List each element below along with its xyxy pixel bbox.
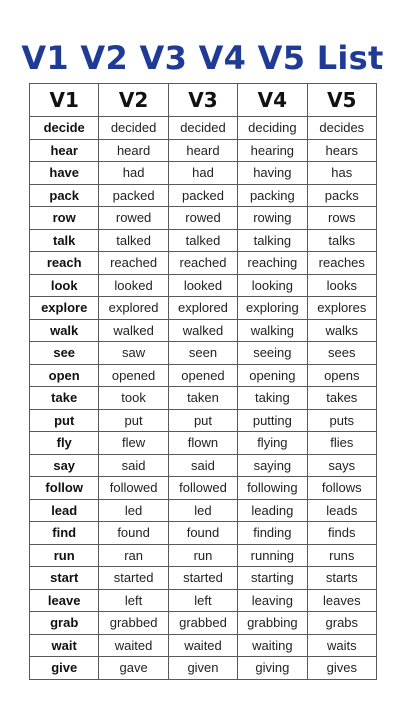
base-verb-cell: follow	[30, 477, 99, 500]
verb-form-cell: led	[168, 499, 237, 522]
base-verb-cell: explore	[30, 297, 99, 320]
verb-form-cell: puts	[307, 409, 376, 432]
verb-form-cell: had	[168, 162, 237, 185]
verb-form-cell: rowed	[99, 207, 168, 230]
verb-form-cell: heard	[168, 139, 237, 162]
base-verb-cell: start	[30, 567, 99, 590]
table-row	[30, 364, 377, 387]
table-row	[30, 499, 377, 522]
verb-form-cell: opened	[99, 364, 168, 387]
verb-form-cell: finds	[307, 522, 376, 545]
verb-form-cell: opens	[307, 364, 376, 387]
table-row	[30, 454, 377, 477]
verb-form-cell: opening	[238, 364, 307, 387]
verb-form-cell: giving	[238, 657, 307, 680]
verb-form-cell: reaching	[238, 252, 307, 275]
table-row	[30, 117, 377, 140]
verb-form-cell: looked	[99, 274, 168, 297]
table-row	[30, 589, 377, 612]
verb-form-cell: walking	[238, 319, 307, 342]
table-row	[30, 634, 377, 657]
verb-form-cell: waited	[168, 634, 237, 657]
verb-form-cell: packs	[307, 184, 376, 207]
verb-form-cell: run	[168, 544, 237, 567]
verb-form-cell: walks	[307, 319, 376, 342]
verb-form-cell: looking	[238, 274, 307, 297]
verb-form-cell: packing	[238, 184, 307, 207]
verb-form-cell: followed	[99, 477, 168, 500]
verb-form-cell: running	[238, 544, 307, 567]
verb-form-cell: flew	[99, 432, 168, 455]
table-row	[30, 207, 377, 230]
table-row	[30, 544, 377, 567]
verb-form-cell: left	[99, 589, 168, 612]
verb-form-cell: saw	[99, 342, 168, 365]
verb-form-cell: put	[168, 409, 237, 432]
verb-form-cell: said	[99, 454, 168, 477]
verb-form-cell: grabs	[307, 612, 376, 635]
column-header-v2: V2	[99, 84, 168, 117]
verb-form-cell: left	[168, 589, 237, 612]
verb-form-cell: finding	[238, 522, 307, 545]
verb-form-cell: hears	[307, 139, 376, 162]
table-row	[30, 274, 377, 297]
verb-form-cell: starting	[238, 567, 307, 590]
verb-form-cell: sees	[307, 342, 376, 365]
verb-form-cell: walked	[168, 319, 237, 342]
verb-form-cell: waiting	[238, 634, 307, 657]
verb-forms-table	[29, 83, 377, 680]
table-row	[30, 612, 377, 635]
verb-form-cell: reaches	[307, 252, 376, 275]
verb-form-cell: rowing	[238, 207, 307, 230]
verb-form-cell: grabbed	[168, 612, 237, 635]
verb-form-cell: putting	[238, 409, 307, 432]
verb-form-cell: saying	[238, 454, 307, 477]
verb-form-cell: heard	[99, 139, 168, 162]
column-header-v5: V5	[307, 84, 376, 117]
verb-form-cell: talked	[168, 229, 237, 252]
verb-form-cell: walked	[99, 319, 168, 342]
verb-form-cell: taking	[238, 387, 307, 410]
verb-form-cell: following	[238, 477, 307, 500]
base-verb-cell: talk	[30, 229, 99, 252]
verb-form-cell: hearing	[238, 139, 307, 162]
verb-form-cell: leads	[307, 499, 376, 522]
table-row	[30, 342, 377, 365]
verb-form-cell: led	[99, 499, 168, 522]
base-verb-cell: have	[30, 162, 99, 185]
base-verb-cell: walk	[30, 319, 99, 342]
verb-form-cell: followed	[168, 477, 237, 500]
verb-form-cell: leading	[238, 499, 307, 522]
table-row	[30, 567, 377, 590]
table-body	[30, 117, 377, 680]
verb-form-cell: packed	[99, 184, 168, 207]
verb-form-cell: taken	[168, 387, 237, 410]
verb-form-cell: waits	[307, 634, 376, 657]
base-verb-cell: wait	[30, 634, 99, 657]
base-verb-cell: take	[30, 387, 99, 410]
verb-form-cell: decided	[99, 117, 168, 140]
verb-form-cell: talked	[99, 229, 168, 252]
table-row	[30, 252, 377, 275]
table-row	[30, 297, 377, 320]
verb-form-cell: found	[168, 522, 237, 545]
verb-form-cell: explored	[168, 297, 237, 320]
verb-form-cell: leaves	[307, 589, 376, 612]
base-verb-cell: reach	[30, 252, 99, 275]
verb-form-cell: took	[99, 387, 168, 410]
verb-form-cell: has	[307, 162, 376, 185]
base-verb-cell: give	[30, 657, 99, 680]
verb-form-cell: talking	[238, 229, 307, 252]
table-header-row	[30, 84, 377, 117]
base-verb-cell: pack	[30, 184, 99, 207]
verb-form-cell: takes	[307, 387, 376, 410]
verb-form-cell: grabbing	[238, 612, 307, 635]
verb-form-cell: follows	[307, 477, 376, 500]
table-row	[30, 319, 377, 342]
base-verb-cell: fly	[30, 432, 99, 455]
base-verb-cell: decide	[30, 117, 99, 140]
table-row	[30, 432, 377, 455]
verb-form-cell: explored	[99, 297, 168, 320]
table-row	[30, 477, 377, 500]
verb-form-cell: decides	[307, 117, 376, 140]
base-verb-cell: put	[30, 409, 99, 432]
verb-form-cell: grabbed	[99, 612, 168, 635]
verb-form-cell: rows	[307, 207, 376, 230]
verb-form-cell: looked	[168, 274, 237, 297]
verb-form-cell: runs	[307, 544, 376, 567]
verb-form-cell: flies	[307, 432, 376, 455]
verb-form-cell: deciding	[238, 117, 307, 140]
verb-form-cell: seeing	[238, 342, 307, 365]
verb-form-cell: exploring	[238, 297, 307, 320]
verb-form-cell: put	[99, 409, 168, 432]
base-verb-cell: find	[30, 522, 99, 545]
verb-form-cell: said	[168, 454, 237, 477]
verb-form-cell: reached	[168, 252, 237, 275]
base-verb-cell: lead	[30, 499, 99, 522]
verb-form-cell: found	[99, 522, 168, 545]
verb-form-cell: flown	[168, 432, 237, 455]
column-header-v3: V3	[168, 84, 237, 117]
verb-form-cell: had	[99, 162, 168, 185]
base-verb-cell: open	[30, 364, 99, 387]
page-title: V1 V2 V3 V4 V5 List	[21, 39, 384, 77]
table-row	[30, 387, 377, 410]
verb-form-cell: given	[168, 657, 237, 680]
base-verb-cell: hear	[30, 139, 99, 162]
base-verb-cell: run	[30, 544, 99, 567]
verb-form-cell: waited	[99, 634, 168, 657]
table-row	[30, 657, 377, 680]
verb-form-cell: starts	[307, 567, 376, 590]
base-verb-cell: leave	[30, 589, 99, 612]
verb-form-cell: gave	[99, 657, 168, 680]
verb-form-cell: opened	[168, 364, 237, 387]
verb-form-cell: explores	[307, 297, 376, 320]
table-row	[30, 409, 377, 432]
verb-form-cell: having	[238, 162, 307, 185]
table-row	[30, 522, 377, 545]
verb-form-cell: talks	[307, 229, 376, 252]
verb-form-cell: rowed	[168, 207, 237, 230]
table-row	[30, 139, 377, 162]
verb-form-cell: seen	[168, 342, 237, 365]
verb-form-cell: packed	[168, 184, 237, 207]
verb-form-cell: leaving	[238, 589, 307, 612]
verb-form-cell: started	[99, 567, 168, 590]
verb-form-cell: started	[168, 567, 237, 590]
base-verb-cell: look	[30, 274, 99, 297]
verb-form-cell: gives	[307, 657, 376, 680]
base-verb-cell: say	[30, 454, 99, 477]
verb-form-cell: flying	[238, 432, 307, 455]
base-verb-cell: grab	[30, 612, 99, 635]
table-row	[30, 229, 377, 252]
column-header-v4: V4	[238, 84, 307, 117]
verb-form-cell: ran	[99, 544, 168, 567]
verb-form-cell: says	[307, 454, 376, 477]
verb-form-cell: decided	[168, 117, 237, 140]
base-verb-cell: see	[30, 342, 99, 365]
verb-form-cell: reached	[99, 252, 168, 275]
table-row	[30, 162, 377, 185]
column-header-v1: V1	[30, 84, 99, 117]
verb-form-cell: looks	[307, 274, 376, 297]
table-row	[30, 184, 377, 207]
base-verb-cell: row	[30, 207, 99, 230]
